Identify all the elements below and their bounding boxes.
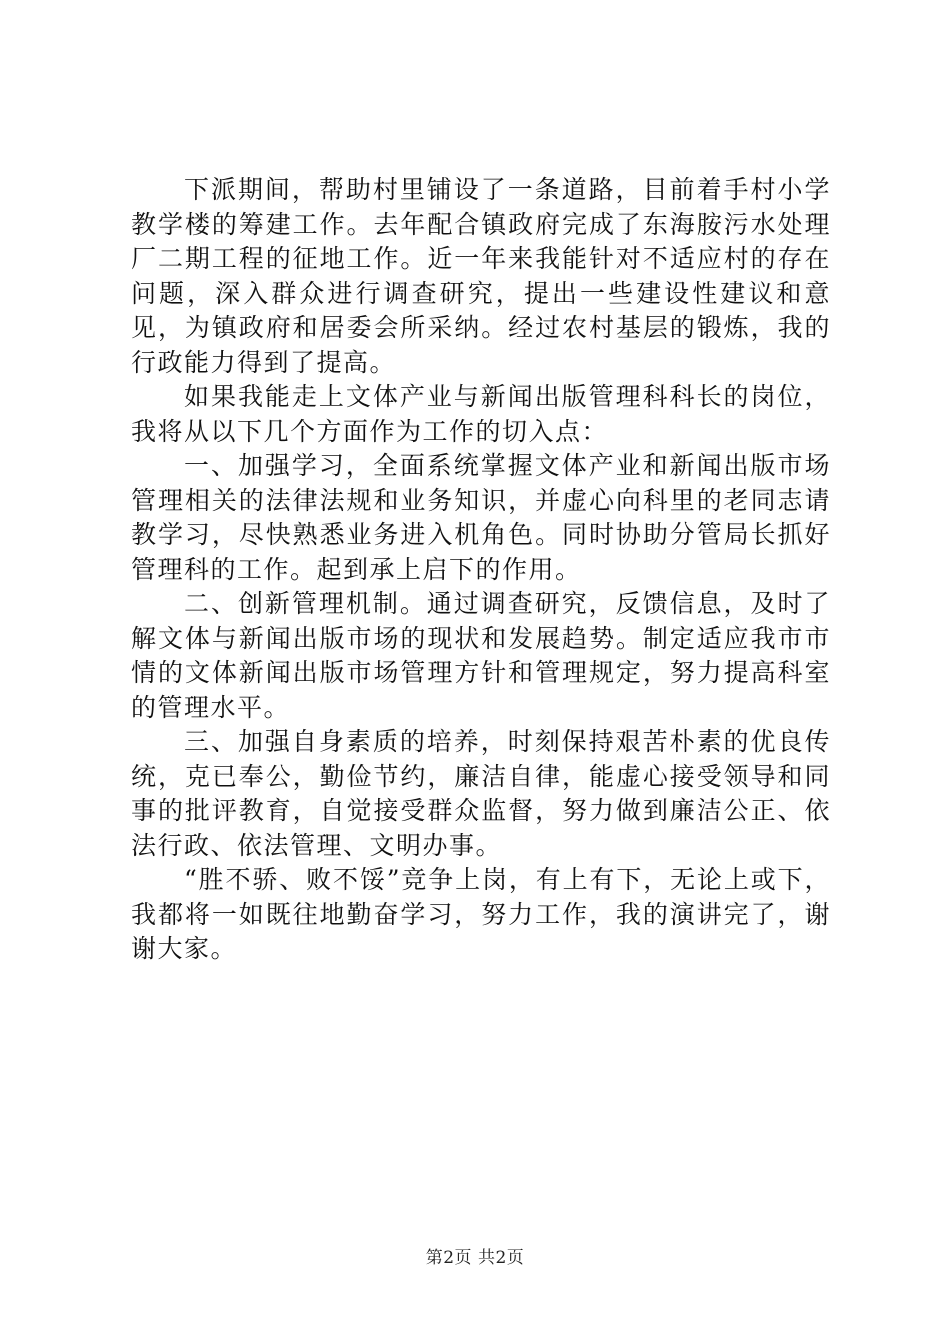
paragraph-2: 如果我能走上文体产业与新闻出版管理科科长的岗位，我将从以下几个方面作为工作的切入点：	[131, 382, 831, 446]
paragraph-5: 三、加强自身素质的培养，时刻保持艰苦朴素的优良传统，克已奉公，勤俭节约，廉洁自律，能虚心接受领导和同事的批评教育，自觉接受群众监督，努力做到廉洁公正、依法行政、依法管理、文明办事。	[131, 727, 831, 860]
page-footer: 第2页 共2页	[425, 1248, 525, 1268]
paragraph-1: 下派期间，帮助村里铺设了一条道路，目前着手村小学教学楼的筹建工作。去年配合镇政府完成了东海胺污水处理厂二期工程的征地工作。近一年来我能针对不适应村的存在问题，深入群众进行调查研究，提出一些建设性建议和意见，为镇政府和居委会所采纳。经过农村基层的锻炼，我的行政能力得到了提高。	[131, 175, 831, 377]
document-body	[131, 173, 831, 967]
paragraph-3: 一、加强学习，全面系统掌握文体产业和新闻出版市场管理相关的法律法规和业务知识，并虚心向科里的老同志请教学习，尽快熟悉业务进入机角色。同时协助分管局长抓好管理科的工作。起到承上启下的作用。	[131, 451, 831, 584]
paragraph-4: 二、创新管理机制。通过调查研究，反馈信息，及时了解文体与新闻出版市场的现状和发展趋势。制定适应我市市情的文体新闻出版市场管理方针和管理规定，努力提高科室的管理水平。	[131, 589, 831, 722]
paragraph-6: “胜不骄、败不馁”竞争上岗，有上有下，无论上或下，我都将一如既往地勤奋学习，努力工作，我的演讲完了，谢谢大家。	[131, 865, 831, 963]
